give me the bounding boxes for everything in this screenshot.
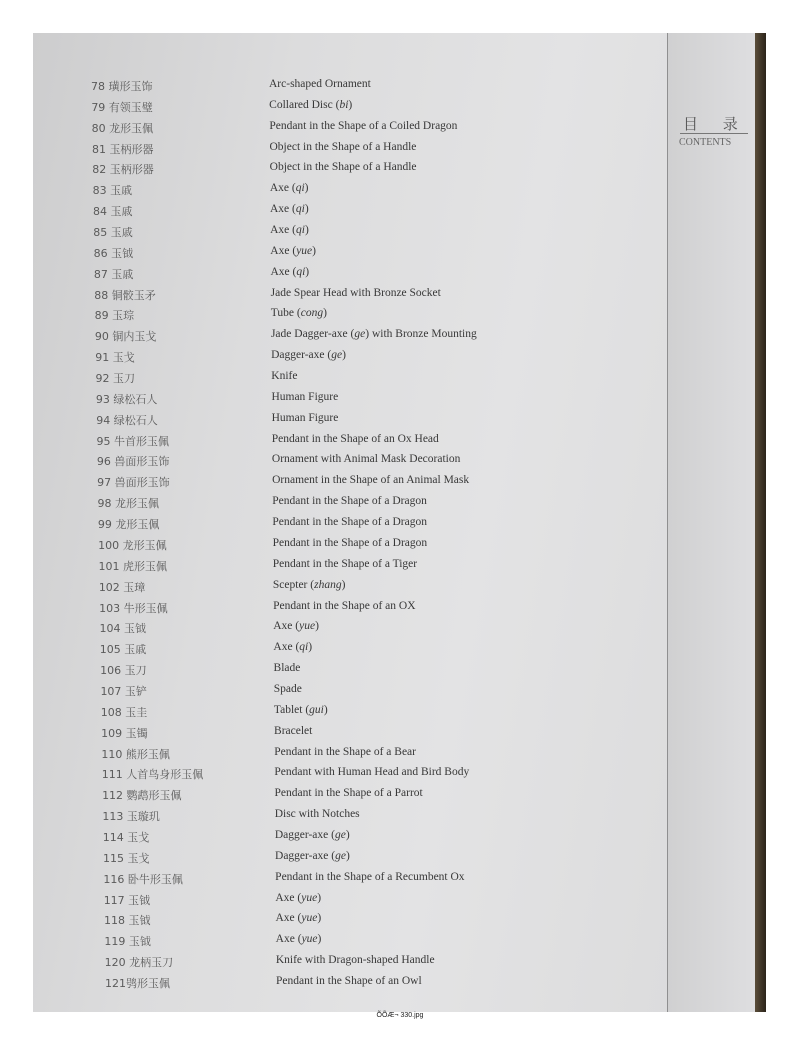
contents-entry [33, 453, 653, 473]
entry-chinese-title: 108 玉圭 [100, 705, 148, 719]
entry-chinese-title: 111 人首鸟身形玉佩 [101, 768, 204, 782]
entry-chinese-title: 117 玉钺 [103, 893, 151, 907]
entry-english-title: Object in the Shape of a Handle [269, 140, 417, 153]
contents-entry [33, 474, 653, 494]
entry-english-title: Blade [273, 662, 301, 675]
entry-english-title: Arc-shaped Ornament [269, 78, 371, 90]
entry-term: yue [301, 912, 318, 925]
entry-term: ge [334, 828, 346, 841]
entry-chinese-title: 116 卧牛形玉佩 [103, 872, 183, 886]
entry-chinese-title: 114 玉戈 [102, 830, 150, 844]
entry-english-title: Axe (yue) [275, 891, 322, 904]
entry-english-title: Pendant in the Shape of a Coiled Dragon [269, 119, 458, 132]
contents-entry [33, 704, 653, 724]
contents-entry [33, 224, 653, 244]
entry-english-title: Dagger-axe (ge) [274, 828, 350, 841]
contents-entry [33, 516, 653, 536]
entry-chinese-title: 115 玉戈 [103, 851, 150, 865]
contents-entry [33, 892, 653, 912]
entry-chinese-title: 112 鹦鹉形玉佩 [102, 789, 182, 803]
contents-entry [33, 161, 653, 181]
contents-entry [33, 662, 653, 682]
entry-chinese-title: 99 龙形玉佩 [97, 518, 160, 532]
entry-english-title: Pendant in the Shape of a Bear [274, 745, 416, 758]
contents-entry [33, 933, 653, 953]
entry-chinese-title: 103 牛形玉佩 [99, 601, 168, 615]
entry-term: ge [331, 349, 343, 362]
contents-entry [33, 766, 653, 786]
entry-english-title: Dagger-axe (ge) [275, 849, 350, 862]
contents-entry [33, 620, 653, 640]
entry-english-title: Pendant in the Shape of an Ox Head [271, 432, 439, 445]
entry-term: yue [296, 244, 313, 257]
entry-term: ge [335, 849, 346, 862]
entry-english-title: Axe (yue) [275, 912, 322, 925]
entry-chinese-title: 102 玉璋 [98, 580, 146, 594]
book-page [33, 33, 755, 1012]
entry-chinese-title: 81 玉柄形器 [91, 142, 154, 156]
title-underline [680, 133, 748, 134]
entry-chinese-title: 90 铜内玉戈 [94, 330, 157, 344]
entry-term: yue [301, 933, 318, 946]
entry-english-title: Disc with Notches [274, 808, 360, 821]
contents-entry [33, 912, 653, 932]
contents-entry [33, 307, 653, 327]
contents-entry [33, 683, 653, 703]
contents-entry [33, 850, 653, 870]
entry-chinese-title: 80 龙形玉佩 [91, 121, 154, 135]
contents-entry [33, 871, 653, 891]
entry-chinese-title: 104 玉钺 [99, 622, 146, 636]
contents-entry [33, 808, 653, 828]
entry-term: cong [300, 307, 324, 320]
book-edge [755, 33, 766, 1012]
entry-english-title: Axe (qi) [269, 203, 309, 216]
entry-chinese-title: 121鸮形玉佩 [105, 977, 170, 990]
entry-term: bi [339, 98, 349, 111]
contents-entry [33, 245, 653, 265]
contents-entry [33, 787, 653, 807]
contents-entry [33, 558, 653, 578]
entry-chinese-title: 87 玉戚 [93, 267, 134, 281]
entry-chinese-title: 119 玉钺 [104, 935, 151, 949]
contents-entry [33, 391, 653, 411]
contents-entry [33, 433, 653, 453]
contents-entry [33, 829, 653, 849]
entry-english-title: Knife [271, 370, 298, 383]
entry-english-title: Axe (yue) [275, 933, 322, 946]
entry-english-title: Axe (yue) [273, 620, 319, 633]
entry-english-title: Spade [273, 682, 302, 695]
entry-english-title: Axe (qi) [269, 182, 309, 195]
entry-english-title: Pendant in the Shape of a Dragon [272, 495, 427, 508]
entry-english-title: Pendant in the Shape of a Recumbent Ox [275, 870, 465, 883]
entry-chinese-title: 113 玉璇玑 [102, 810, 160, 824]
entry-english-title: Ornament with Animal Mask Decoration [271, 453, 461, 466]
entry-chinese-title: 118 玉钺 [104, 914, 151, 928]
contents-entry [33, 78, 653, 98]
contents-entry [33, 746, 653, 766]
contents-entry [33, 203, 653, 223]
contents-entry [33, 182, 653, 202]
entry-english-title: Jade Dagger-axe (ge) with Bronze Mounting [270, 328, 477, 341]
contents-entry [33, 975, 653, 995]
entry-chinese-title: 94 绿松石人 [96, 413, 158, 427]
entry-english-title: Pendant with Human Head and Bird Body [274, 766, 470, 779]
entry-english-title: Bracelet [274, 724, 313, 737]
entry-chinese-title: 78 璜形玉饰 [91, 80, 153, 93]
entry-english-title: Pendant in the Shape of an Owl [276, 975, 422, 987]
entry-english-title: Axe (qi) [273, 641, 313, 654]
contents-entry [33, 579, 653, 599]
contents-entry [33, 600, 653, 620]
contents-entry [33, 328, 653, 348]
entry-term: zhang [314, 578, 342, 591]
entry-chinese-title: 84 玉戚 [92, 205, 133, 219]
section-subtitle: CONTENTS [679, 137, 732, 148]
entry-english-title: Tube (cong) [270, 307, 327, 320]
entry-chinese-title: 106 玉刀 [100, 664, 147, 678]
entry-term: yue [301, 891, 318, 904]
entry-chinese-title: 105 玉戚 [99, 643, 147, 657]
entry-english-title: Jade Spear Head with Bronze Socket [270, 286, 441, 299]
entry-english-title: Scepter (zhang) [272, 578, 346, 591]
entry-chinese-title: 83 玉戚 [92, 184, 133, 198]
entry-chinese-title: 107 玉铲 [100, 684, 147, 698]
entry-english-title: Axe (yue) [270, 244, 316, 257]
contents-entry [33, 99, 653, 119]
entry-english-title: Ornament in the Shape of an Animal Mask [272, 474, 470, 487]
contents-entry [33, 349, 653, 369]
entry-english-title: Pendant in the Shape of an OX [273, 599, 416, 612]
contents-entry [33, 641, 653, 661]
entry-chinese-title: 95 牛首形玉佩 [96, 434, 170, 448]
contents-entry [33, 266, 653, 286]
entry-english-title: Object in the Shape of a Handle [269, 161, 417, 174]
contents-entry [33, 954, 653, 974]
entry-term: qi [295, 182, 305, 195]
entry-term: qi [296, 265, 306, 278]
entry-chinese-title: 120 龙柄玉刀 [104, 956, 174, 970]
entry-english-title: Human Figure [271, 411, 339, 424]
entry-english-title: Tablet (gui) [273, 703, 328, 716]
entry-term: gui [309, 703, 324, 716]
entry-chinese-title: 96 兽面形玉饰 [96, 455, 170, 469]
page-photo [33, 33, 766, 1012]
contents-entry [33, 412, 653, 432]
entry-chinese-title: 92 玉刀 [95, 372, 136, 386]
entry-english-title: Axe (qi) [270, 265, 310, 278]
entry-chinese-title: 98 龙形玉佩 [97, 497, 159, 511]
entry-chinese-title: 110 熊形玉佩 [101, 747, 170, 761]
entry-english-title: Pendant in the Shape of a Dragon [272, 536, 428, 549]
entry-term: qi [296, 224, 305, 237]
contents-entry [33, 120, 653, 140]
side-margin [668, 33, 755, 1012]
section-title: 目 录 [683, 115, 748, 133]
contents-entry [33, 495, 653, 515]
entry-english-title: Collared Disc (bi) [269, 98, 353, 111]
entry-term: ge [354, 328, 366, 341]
entry-chinese-title: 86 玉钺 [93, 246, 134, 260]
entry-chinese-title: 101 虎形玉佩 [98, 559, 167, 573]
entry-term: yue [299, 620, 316, 633]
contents-entry [33, 370, 653, 390]
contents-entry [33, 537, 653, 557]
entry-chinese-title: 88 铜骹玉矛 [94, 288, 156, 302]
entry-term: qi [295, 203, 305, 216]
entry-chinese-title: 109 玉镯 [101, 726, 148, 740]
entry-chinese-title: 93 绿松石人 [95, 392, 158, 406]
contents-entry [33, 287, 653, 307]
entry-chinese-title: 89 玉琮 [94, 309, 135, 323]
entry-chinese-title: 97 兽面形玉饰 [97, 476, 170, 490]
entry-chinese-title: 85 玉戚 [93, 226, 133, 240]
contents-entry [33, 725, 653, 745]
entry-english-title: Dagger-axe (ge) [271, 349, 346, 362]
contents-entry [33, 141, 653, 161]
entry-chinese-title: 100 龙形玉佩 [98, 538, 167, 552]
entry-english-title: Human Figure [271, 390, 339, 403]
entry-term: qi [299, 641, 309, 654]
file-caption: ÕÕÆ¬ 330.jpg [376, 1012, 424, 1019]
entry-english-title: Pendant in the Shape of a Tiger [272, 557, 418, 570]
entry-chinese-title: 91 玉戈 [95, 351, 135, 365]
entry-english-title: Axe (qi) [270, 224, 309, 237]
entry-chinese-title: 82 玉柄形器 [92, 163, 154, 177]
entry-chinese-title: 79 有领玉璧 [91, 100, 153, 114]
entry-english-title: Pendant in the Shape of a Dragon [272, 516, 427, 529]
entry-english-title: Pendant in the Shape of a Parrot [274, 787, 423, 800]
entry-english-title: Knife with Dragon-shaped Handle [275, 954, 435, 967]
